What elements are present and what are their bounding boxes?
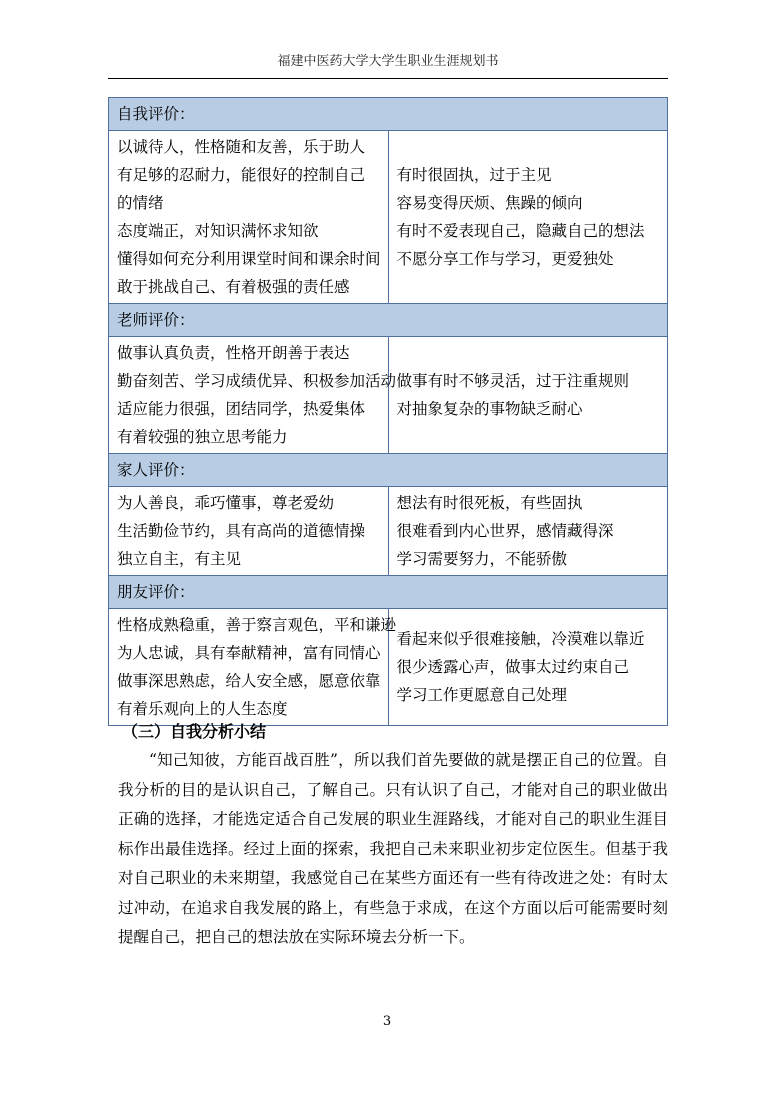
strengths-cell — [109, 131, 389, 304]
strength-item: 懂得如何充分利用课堂时间和课余时间 — [117, 250, 381, 268]
strengths-cell — [109, 609, 397, 726]
strength-item: 性格成熟稳重，善于察言观色，平和谦逊 — [117, 616, 397, 634]
strengths-cell — [109, 487, 389, 576]
strength-item: 生活勤俭节约，具有高尚的道德情操 — [117, 522, 366, 540]
weaknesses-cell — [388, 337, 668, 454]
weakness-item: 学习工作更愿意自己处理 — [396, 686, 568, 704]
summary-paragraph: “知己知彼，方能百战百胜”，所以我们首先要做的就是摆正自己的位置。自我分析的目的是认识自己，了解自己。只有认识了自己，才能对自己的职业做出正确的选择，才能选定适合自己发展的职业生涯路线，才能对自己的职业生涯目标作出最佳选择。经过上面的探索，我把自己未来职业初步定位医生。但基于我对自己职业的未来期望，我感觉自己在某些方面还有一些有待改进之处：有时太过冲动，在追求自我发展的路上，有些急于求成，在这个方面以后可能需要时刻提醒自己，把自己的想法放在实际环境去分析一下。 — [118, 751, 668, 946]
section-heading: （三）自我分析小结 — [122, 722, 267, 741]
weakness-item: 不愿分享工作与学习，更爱独处 — [396, 250, 614, 268]
weakness-item: 容易变得厌烦、焦躁的倾向 — [396, 194, 583, 212]
section-label: 朋友评价： — [109, 576, 668, 609]
page-number: 3 — [382, 1014, 392, 1029]
strength-item: 态度端正，对知识满怀求知欲 — [117, 222, 319, 240]
section-header-row — [109, 98, 668, 131]
weakness-item: 对抽象复杂的事物缺乏耐心 — [396, 400, 583, 418]
section-body-row — [109, 487, 668, 576]
running-header: 福建中医药大学大学生职业生涯规划书 — [277, 54, 499, 69]
section-body-row — [109, 337, 668, 454]
strength-item: 有着较强的独立思考能力 — [117, 428, 288, 446]
header-rule — [108, 78, 668, 79]
section-body-row — [109, 609, 668, 726]
weaknesses-cell — [388, 131, 668, 304]
weaknesses-cell — [388, 609, 668, 726]
strength-item: 为人忠诚，具有奉献精神，富有同情心 — [117, 644, 381, 662]
section-label: 自我评价： — [109, 98, 668, 131]
section-header-row — [109, 304, 668, 337]
weakness-item: 做事有时不够灵活，过于注重规则 — [396, 372, 630, 390]
strengths-cell — [109, 337, 397, 454]
strength-item: 有着乐观向上的人生态度 — [117, 700, 288, 718]
strength-item: 敢于挑战自己、有着极强的责任感 — [117, 278, 350, 296]
strength-item: 做事深思熟虑，给人安全感，愿意依靠 — [117, 672, 381, 690]
section-label: 家人评价： — [109, 454, 668, 487]
strength-item: 有足够的忍耐力，能很好的控制自己的情绪 — [117, 166, 366, 212]
strength-item: 以诚待人，性格随和友善，乐于助人 — [117, 138, 366, 156]
strength-item: 为人善良，乖巧懂事，尊老爱幼 — [117, 494, 335, 512]
strength-item: 适应能力很强，团结同学，热爱集体 — [117, 400, 366, 418]
weakness-item: 很难看到内心世界，感情藏得深 — [396, 522, 614, 540]
weakness-item: 有时不爱表现自己，隐藏自己的想法 — [396, 222, 645, 240]
weaknesses-cell — [388, 487, 668, 576]
strength-item: 独立自主，有主见 — [117, 550, 242, 568]
section-header-row — [109, 454, 668, 487]
weakness-item: 想法有时很死板，有些固执 — [396, 494, 583, 512]
strength-item: 做事认真负责，性格开朗善于表达 — [117, 344, 350, 362]
weakness-item: 很少透露心声，做事太过约束自己 — [396, 658, 630, 676]
weakness-item: 看起来似乎很难接触，冷漠难以靠近 — [396, 630, 645, 648]
evaluation-table — [108, 97, 668, 726]
section-body-row — [109, 131, 668, 304]
section-header-row — [109, 576, 668, 609]
weakness-item: 有时很固执，过于主见 — [396, 166, 552, 184]
strength-item: 勤奋刻苦、学习成绩优异、积极参加活动 — [117, 372, 397, 390]
weakness-item: 学习需要努力，不能骄傲 — [396, 550, 568, 568]
section-label: 老师评价： — [109, 304, 668, 337]
